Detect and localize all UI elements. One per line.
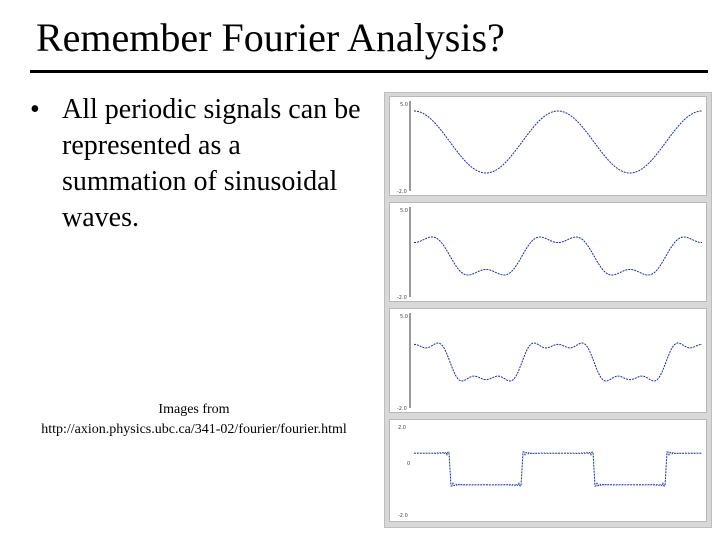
plot-panel-fundamental [389,96,707,196]
slide-title: Remember Fourier Analysis? [36,15,505,60]
tick-label-bottom: -2.0 [397,295,407,301]
tick-label-top: 5.0 [400,208,408,214]
tick-label-top: 2.0 [398,425,406,431]
plot-panel-3-harmonics [389,202,707,302]
fourier-plot-stack [384,92,712,528]
image-caption [14,400,374,440]
wave-series [414,343,702,381]
caption-line-1: Images from [158,402,230,417]
plot-panel-5-harmonics [389,308,707,413]
title-underline [30,70,708,73]
wave-series [414,452,702,486]
wave-series [414,111,702,173]
bullet-marker: • [30,94,40,125]
tick-label-bottom: -2.0 [398,513,408,519]
wave-series [414,237,702,275]
plot-fundamental [390,97,706,195]
tick-label-top: 5.0 [400,314,408,320]
tick-label-mid: 0 [407,461,411,467]
plot-5-harmonics [390,309,706,412]
bullet-text: All periodic signals can be represented as a summation of sinusoidal waves. [62,94,361,233]
tick-label-top: 5.0 [400,102,408,108]
plot-square-wave [390,420,706,521]
plot-panel-square-wave [389,419,707,522]
tick-label-bottom: -2.0 [397,406,407,412]
caption-source-url: http://axion.physics.ubc.ca/341-02/fourier/fourier.html [41,422,347,437]
tick-label-bottom: -2.0 [397,189,407,195]
plot-3-harmonics [390,203,706,301]
